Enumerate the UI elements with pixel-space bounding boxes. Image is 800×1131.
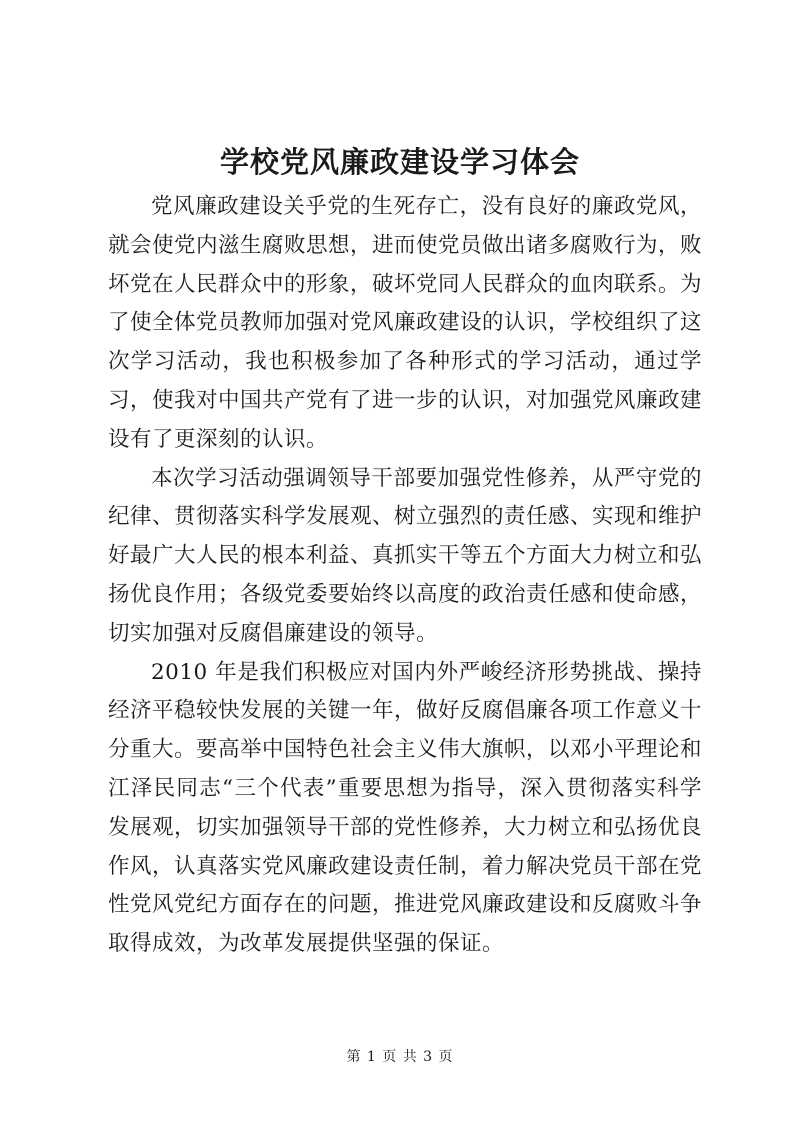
page-footer: 第 1 页 共 3 页 xyxy=(346,1049,454,1065)
paragraph-1: 党风廉政建设关乎党的生死存亡，没有良好的廉政党风，就会使党内滋生腐败思想，进而使党员做出诸多腐败行为，败坏党在人民群众中的形象，破坏党同人民群众的血肉联系。为了使全体党员教师加强对党风廉政建设的认识，学校组织了这次学习活动，我也积极参加了各种形式的学习活动，通过学习，使我对中国共产党有了进一步的认识，对加强党风廉政建设有了更深刻的认识。 xyxy=(108,194,703,452)
document-title: 学校党风廉政建设学习体会 xyxy=(219,145,580,179)
paragraph-2: 本次学习活动强调领导干部要加强党性修养，从严守党的纪律、贯彻落实科学发展观、树立强烈的责任感、实现和维护好最广大人民的根本利益、真抓实干等五个方面大力树立和弘扬优良作用；各级党委要始终以高度的政治责任感和使命感，切实加强对反腐倡廉建设的领导。 xyxy=(108,465,703,646)
document-body xyxy=(108,188,702,964)
paragraph-3: 2010 年是我们积极应对国内外严峻经济形势挑战、操持经济平稳较快发展的关键一年，做好反腐倡廉各项工作意义十分重大。要高举中国特色社会主义伟大旗帜，以邓小平理论和江泽民同志“三个代表”重要思想为指导，深入贯彻落实科学发展观，切实加强领导干部的党性修养，大力树立和弘扬优良作风，认真落实党风廉政建设责任制，着力解决党员干部在党性党风党纪方面存在的问题，推进党风廉政建设和反腐败斗争取得成效，为改革发展提供坚强的保证。 xyxy=(108,659,703,957)
